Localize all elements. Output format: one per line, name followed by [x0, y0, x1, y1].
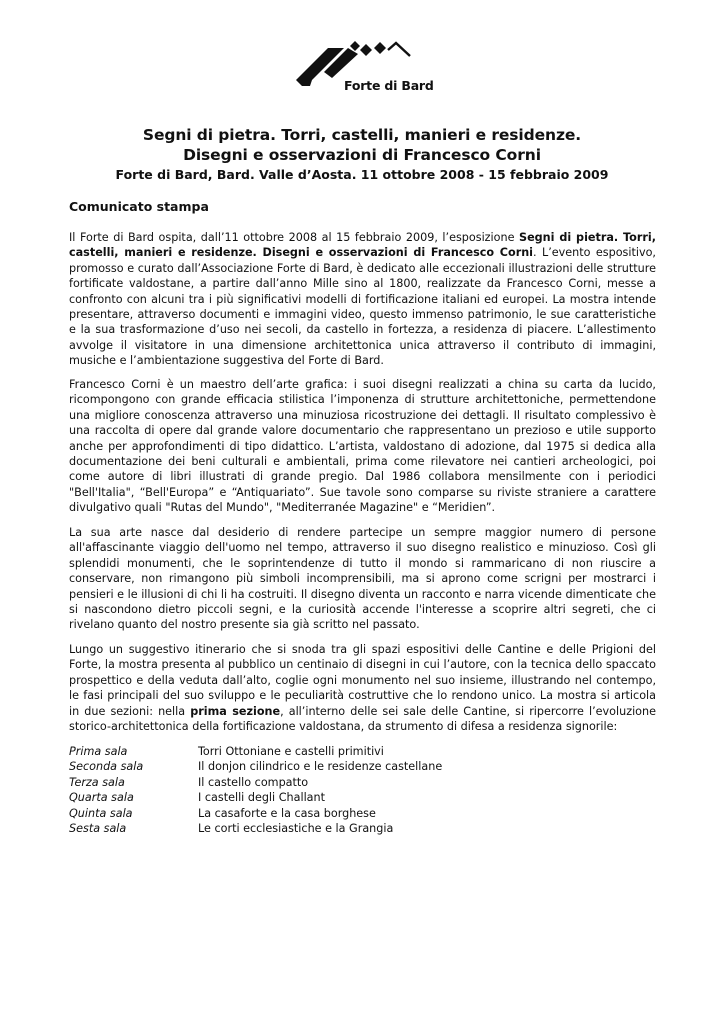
paragraph-itinerary — [69, 642, 656, 734]
room-description: I castelli degli Challant — [198, 791, 326, 805]
first-section-bold: prima sezione — [190, 704, 281, 718]
list-item — [69, 759, 656, 774]
room-name: Terza sala — [69, 775, 125, 789]
paragraph-intro-rest: . L’evento espositivo, promosso e curato dall’Associazione Forte di Bard, è dedicato alle eccezionali illustrazioni delle strutture fortificate valdostane, a partire dall’anno Mille sino al 1800, realizzate da Francesco Corni, messe a confronto con alcuni tra i più significativi modelli di fortificazione italiani ed europei. La mostra intende presentare, attraverso documenti e immagini video, questo immenso patrimonio, le sue caratteristiche e la sua trasformazione d’uso nei secoli, da castello in fortezza, a residenza di piacere. L’allestimento avvolge il visitatore in una dimensione architettonica unica attraverso il contributo di immagini, musiche e l’ambientazione suggestiva del Forte di Bard. — [69, 246, 656, 368]
room-description: La casaforte e la casa borghese — [198, 806, 376, 820]
paragraph-art: La sua arte nasce dal desiderio di rendere partecipe un sempre maggior numero di persone all'affascinante viaggio dell'uomo nel tempo, attraverso il suo disegno realistico e minuzioso. Così gli splendidi monumenti, che le soprintendenze di tutto il mondo si rammaricano di non riuscire a conservare, non rimangono più simboli incomprensibili, ma si aprono come scrigni per mostrarci i pensieri e le illusioni di chi li ha costruiti. Il disegno diventa un racconto e narra vicende dimenticate che si nascondono dietro piccoli segni, e la curiosità accende l'interesse a scoprire altri segreti, che ci rivelano quanto del nostro presente sia già scritto nel passato. — [69, 526, 656, 632]
room-description: Le corti ecclesiastiche e la Grangia — [198, 822, 394, 836]
exhibition-title-bold: Segni di pietra. Torri, castelli, manieri e residenze. Disegni e osservazioni di Francesco Corni — [69, 231, 656, 260]
room-name: Prima sala — [69, 745, 128, 758]
room-name: Seconda sala — [69, 760, 144, 774]
paragraph-intro-start: Il Forte di Bard ospita, dall’11 ottobre 2008 al 15 febbraio 2009, l’esposizione — [69, 231, 520, 244]
forte-di-bard-logo — [296, 40, 436, 98]
list-item — [69, 744, 656, 759]
room-name: Sesta sala — [69, 822, 127, 836]
event-subtitle: Forte di Bard, Bard. Valle d’Aosta. 11 ottobre 2008 - 15 febbraio 2009 — [115, 167, 609, 182]
list-item — [69, 790, 656, 805]
room-description: Il castello compatto — [198, 775, 309, 789]
page-title: Segni di pietra. Torri, castelli, manieri e residenze. — [142, 126, 582, 144]
paragraph-itinerary-rest: , all’interno delle sei sale delle Cantine, si ripercorre l’evoluzione storico-architettonica della fortificazione valdostana, da strumento di difesa a residenza signorile: — [69, 704, 656, 734]
title-block — [60, 125, 664, 184]
list-item — [69, 821, 656, 836]
page-title-line2: Disegni e osservazioni di Francesco Corni — [183, 146, 541, 164]
room-name: Quarta sala — [69, 791, 134, 805]
section-heading: Comunicato stampa — [69, 199, 209, 214]
paragraph-artist: Francesco Corni è un maestro dell’arte grafica: i suoi disegni realizzati a china su carta da lucido, ricompongono con grande efficacia stilistica l’imponenza di strutture architettoniche, permettendone una migliore conoscenza attraverso una minuziosa ricostruzione dei dettagli. Il risultato complessivo è una raccolta di opere dal grande valore documentario che rappresentano un prezioso e utile supporto anche per approfondimenti di tipo didattico. L’artista, valdostano di adozione, dal 1975 si dedica alla documentazione dei beni culturali e ambientali, prima come rilevatore nei cantieri archeologici, poi come autore di libri illustrati di grande pregio. Dal 1986 collabora mensilmente con i periodici "Bell'Italia", “Bell'Europa” e “Antiquariato”. Sue tavole sono comparse su riviste straniere a carattere divulgativo quali "Rutas del Mundo", "Mediterranée Magazine" e “Meridien”. — [69, 378, 656, 515]
paragraph-itinerary-start: Lungo un suggestivo itinerario che si snoda tra gli spazi espositivi delle Cantine e delle Prigioni del Forte, la mostra presenta al pubblico un centinaio di disegni in cui l’autore, con la tecnica dello spaccato prospettico e della veduta dall’alto, coglie ogni monumento nel suo insieme, illustrando nel contempo, le fasi principali del suo sviluppo e le peculiarità costruttive che lo rendono unico. La mostra si articola in due sezioni: nella — [69, 643, 656, 718]
list-item — [69, 806, 656, 821]
logo-text: Forte di Bard — [344, 78, 434, 93]
room-description: Torri Ottoniane e castelli primitivi — [198, 745, 384, 758]
rooms-list — [69, 744, 656, 836]
room-description: Il donjon cilindrico e le residenze castellane — [198, 760, 443, 774]
paragraph-intro — [69, 230, 656, 369]
list-item — [69, 775, 656, 790]
room-name: Quinta sala — [69, 806, 133, 820]
